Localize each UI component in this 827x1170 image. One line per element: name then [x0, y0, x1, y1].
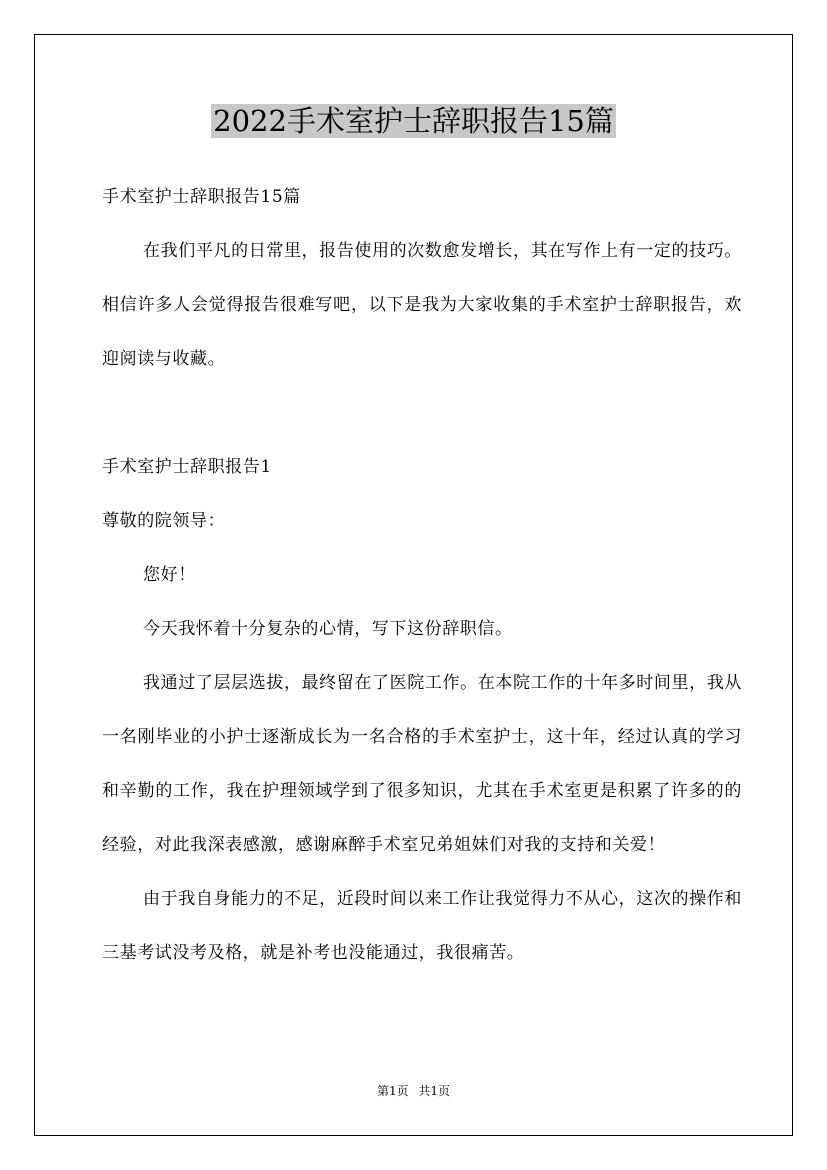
body-paragraph: 今天我怀着十分复杂的心情，写下这份辞职信。 [143, 619, 513, 639]
page-number: 第1页 [376, 1084, 409, 1098]
page-footer [0, 1082, 827, 1100]
document-title [0, 100, 827, 142]
body-paragraph: 我通过了层层选拔，最终留在了医院工作。在本院工作的十年多时间里，我从一名刚毕业的小护士逐渐成长为一名合格的手术室护士，这十年，经过认真的学习和辛勤的工作，我在护理领域学到了很多知识，尤其在手术室更是积累了许多的的经验，对此我深表感激，感谢麻醉手术室兄弟姐妹们对我的支持和关爱！ [102, 673, 742, 855]
document-subtitle: 手术室护士辞职报告15篇 [102, 187, 301, 207]
document-body [102, 170, 742, 980]
intro-paragraph: 在我们平凡的日常里，报告使用的次数愈发增长，其在写作上有一定的技巧。相信许多人会觉得报告很难写吧，以下是我为大家收集的手术室护士辞职报告，欢迎阅读与收藏。 [102, 241, 742, 369]
document-title-text: 2022手术室护士辞职报告15篇 [213, 104, 614, 138]
blank-line [102, 386, 742, 440]
body-paragraph: 由于我自身能力的不足，近段时间以来工作让我觉得力不从心，这次的操作和三基考试没考及格，就是补考也没能通过，我很痛苦。 [102, 889, 742, 963]
salutation: 尊敬的院领导： [102, 511, 226, 531]
greeting: 您好！ [143, 565, 196, 585]
page-total: 共1页 [418, 1084, 451, 1098]
section-heading: 手术室护士辞职报告1 [102, 457, 272, 477]
